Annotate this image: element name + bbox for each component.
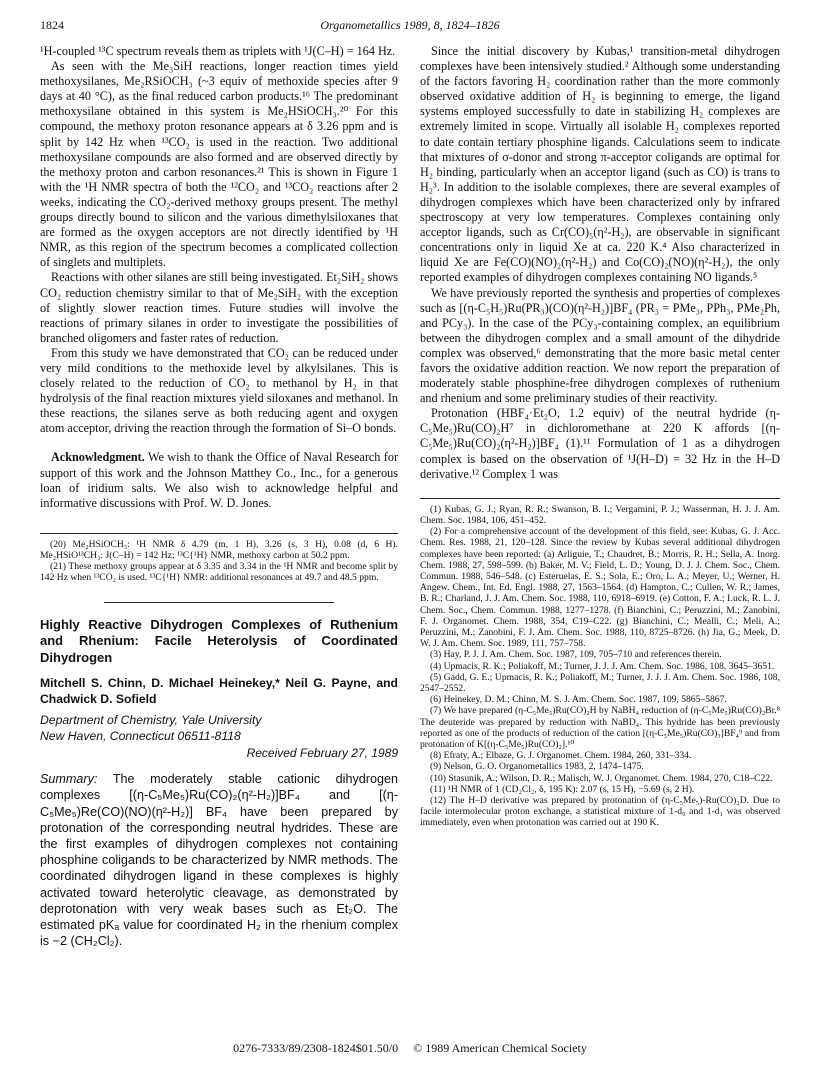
reference: (1) Kubas, G. J.; Ryan, R. R.; Swanson, B. I.; Vergamini, P. J.; Wasserman, H. J. J. Am. Chem. Soc. 1984, 106, 451–452. — [420, 503, 780, 526]
copyright: © 1989 American Chemical Society — [413, 1041, 587, 1055]
reference: (5) Gadd, G. E.; Upmacis, R. K.; Poliakoff, M.; Turner, J. J. J. Am. Chem. Soc. 1986, 108, 2547–2552. — [420, 671, 780, 694]
article-code: 0276-7333/89/2308-1824$01.50/0 — [233, 1041, 399, 1055]
left-column — [40, 44, 398, 949]
article-summary — [40, 771, 398, 949]
summary-label: Summary: — [40, 772, 98, 787]
right-column — [420, 44, 780, 829]
reference: (2) For a comprehensive account of the development of this field, see: Kubas, G. J. Acc. Chem. Res. 1988, 21, 120–128. Since the review by Kubas several additional dihydrogen complexes have been reported: (a) Arliguie, T.; Chaudret, B.; Morris, R. H.; Sella, A. Inorg. Chem. 1988, 27, 598–599. (b) Baker, M. V.; Field, L. D.; Young, D. J. J. Chem. Soc., Chem. Commun. 1988, 546–548. (c) Esteruelas, E. S.; Sola, E.; Oro, L. A.; Meyer, U.; Werner, H. Angew. Chem., Int. Ed. Engl. 1988, 27, 1563–1564. (d) Hampton, C.; Cullen, W. R.; James, B. R.; Charland, J. J. Am. Chem. Soc. 1988, 110, 6918–6919. (e) Cotton, F. A.; Luck, R. L. J. Chem. Soc., Chem. Commun. 1988, 1277–1278. (f) Bianchini, C.; Peruzzini, M.; Zanobini, F. J. Organomet. Chem. 1988, 354, C19–C22. (g) Bianchini, C.; Mealli, C.; Meli, A.; Peruzzini, M.; Zanobini, F. J. Am. Chem. Soc. 1988, 110, 8725–8726. (h) Jia, G.; Meek, D. W. J. Am. Chem. Soc. 1989, 111, 757–758. — [420, 526, 780, 650]
footnotes — [40, 539, 398, 584]
page-header — [40, 18, 780, 36]
journal-citation: Organometallics 1989, 8, 1824–1826 — [320, 18, 500, 32]
summary-text: The moderately stable cationic dihydrogen complexes [(η-C₅Me₅)Ru(CO)₂(η²-H₂)]BF₄ and [(η-C₅Me₅)Re(CO)(NO)(η²-H₂)] BF₄ have been prepared by protonation of the corresponding neutral hydrides. These are the first examples of dihydrogen complexes not containing phosphine coligands to be characterized by NMR methods. The coordinated dihydrogen ligand in these complexes is highly activated toward heterolytic cleavage, as demonstrated by deprotonation with very weak bases such as Et₂O. The estimated pKₐ value for coordinated H₂ in the rhenium complex is −2 (CH₂Cl₂). — [40, 772, 398, 949]
reference: (12) The H–D derivative was prepared by protonation of (η-C₅Me₅)-Ru(CO)₂D. Due to facile intermolecular proton exchange, a statistical mixture of 1-d₀ and 1-d₁ was observed immediately, even when protonation was carried out at 190 K. — [420, 795, 780, 829]
paragraph: Reactions with other silanes are still being investigated. Et₂SiH₂ shows CO₂ reduction chemistry similar to that of Me₂SiH₂ with the exception of slightly slower reaction times. Future studies will involve the reactions of primary silanes in order to investigate the possibilities of branched oligomers and faster rates of reduction. — [40, 270, 398, 345]
footnote: (20) Me₂HSiOCH₃: ¹H NMR δ 4.79 (m, 1 H), 3.26 (s, 3 H), 0.08 (d, 6 H). Me₂HSiO¹³CH₃: J(C–H) = 142 Hz; ¹³C{¹H} NMR, methoxy carbon at 50.2 ppm. — [40, 538, 398, 562]
paragraph: We have previously reported the synthesis and properties of complexes such as [(η-C₅H₅)Ru(PR₃)(CO)(η²-H₂)]BF₄ (PR₃ = PMe₃, PPh₃, PMe₂Ph, and PCy₃). In the case of the PCy₃-containing complex, an equilibrium between the dihydrogen complex and a small amount of the dihydride complex was observed,⁶ demonstrating that the more basic metal center favors the oxidative addition reaction. We now report the preparation of moderately stable phosphine-free dihydrogen complexes of ruthenium and rhenium and some preliminary studies of their reactivity. — [420, 285, 780, 406]
reference: (11) ¹H NMR of 1 (CD₂Cl₂, δ, 195 K): 2.07 (s, 15 H), −5.69 (s, 2 H). — [430, 783, 695, 795]
acknowledgment-text: We wish to thank the Office of Naval Research for support of this work and the Johnson Matthey Co., Inc., for a generous loan of iridium salts. We also wish to acknowledge helpful and informative discussions with Prof. W. D. Jones. — [40, 450, 399, 510]
reference: (6) Heinekey, D. M.; Chinn, M. S. J. Am. Chem. Soc. 1987, 109, 5865–5867. — [430, 694, 727, 706]
reference: (8) Efraty, A.; Elbaze, G. J. Organomet. Chem. 1984, 260, 331–334. — [430, 750, 692, 762]
affiliation-department: Department of Chemistry, Yale University — [40, 713, 262, 728]
paragraph: Since the initial discovery by Kubas,¹ transition-metal dihydrogen complexes have been intensively studied.² Although some understanding of the factors favoring H₂ coordination rather than the more commonly observed oxidative addition of H₂ is beginning to emerge, the ligand systems employed successfully to date in stabilizing H₂ complexes are extremely limited in scope. Virtually all isolable H₂ complexes reported to date contain tertiary phosphine ligands. Calculations seem to indicate that mixtures of σ-donor and strong π-acceptor coligands are optimal for H₂ binding, particularly when an acceptor ligand (such as CO) is trans to H₂³. In addition to the isolable complexes, there are several examples of dihydrogen complexes which have been characterized only by infrared spectroscopy at very low temperatures. Complexes containing only acceptor ligands, such as Cr(CO)₅(η²-H₂), are observable in significant concentrations only in liquid Xe at ca. 220 K.⁴ Also characterized in liquid Xe are Fe(CO)(NO)₂(η²-H₂) and Co(CO)₂(NO)(η²-H₂), the only reported examples of dihydrogen complexes containing NO ligands.⁵ — [420, 44, 780, 285]
article-divider — [104, 602, 334, 603]
reference: (9) Nelson, G. O. Organometallics 1983, 2, 1474–1475. — [430, 761, 644, 773]
article-title: Highly Reactive Dihydrogen Complexes of Ruthenium and Rhenium: Facile Heterolysis of Coordinated Dihydrogen — [40, 616, 398, 665]
article-affiliation — [40, 713, 398, 744]
footnote: (21) These methoxy groups appear at δ 3.35 and 3.34 in the ¹H NMR and become split by 142 Hz when ¹³CO₂ is used. ¹³C{¹H} NMR: additional resonances at 49.7 and 48.5 ppm. — [40, 561, 398, 584]
acknowledgment-label: Acknowledgment. — [51, 450, 145, 465]
article-block — [40, 617, 398, 950]
acknowledgment — [40, 450, 398, 510]
references-divider — [420, 498, 780, 499]
paragraph: ¹H-coupled ¹³C spectrum reveals them as triplets with ¹J(C–H) = 164 Hz. — [40, 44, 396, 58]
affiliation-city: New Haven, Connecticut 06511-8118 — [40, 728, 241, 743]
paragraph: As seen with the Me₃SiH reactions, longer reaction times yield methoxysilanes, Me₂RSiOCH₃ (~3 equiv of methoxide species after 9 days at 40 °C), as the final reduced carbon products.¹⁶ The predominant methoxysilane obtained in this system is Me₂HSiOCH₃.²⁰ For this compound, the methoxy proton resonance appears at δ 3.26 ppm and is split by 142 Hz when ¹³CO₂ is used in the reaction. Two additional methoxysilane compounds are also formed and are observed directly by the methoxy proton and carbon resonances.²¹ This is shown in Figure 1 with the ¹H NMR spectra of both the ¹²CO₂ and ¹³CO₂ reactions after 2 weeks, indicating the CO₂-derived methoxy groups present. The methyl groups directly bound to silicon and the various dimethylsiloxanes that are formed as the oxygen acceptors are not directly identified by ¹H NMR, as this region of the spectrum becomes a complicated collection of singlets and multiplets. — [40, 59, 398, 270]
reference: (4) Upmacis, R. K.; Poliakoff, M.; Turner, J. J. J. Am. Chem. Soc. 1986, 108, 3645–3651. — [430, 660, 775, 672]
article-authors: Mitchell S. Chinn, D. Michael Heinekey,* Neil G. Payne, and Chadwick D. Sofield — [40, 676, 398, 706]
paragraph: Protonation (HBF₄·Et₂O, 1.2 equiv) of the neutral hydride (η-C₅Me₅)Ru(CO)₂H⁷ in dichloromethane at 220 K affords [(η-C₅Me₅)Ru(CO)₂(η²-H₂)]BF₄ (1).¹¹ Formulation of 1 as a dihydrogen complex is based on the observation of ¹J(H–D) = 32 Hz in the H–D derivative.¹² Complex 1 was — [420, 406, 780, 481]
page-number: 1824 — [40, 18, 64, 32]
reference: (7) We have prepared (η-C₅Me₅)Ru(CO)₂H by NaBH₄ reduction of (η-C₅Me₅)Ru(CO)₂Br.⁸ The deuteride was prepared by reduction with NaBD₄. This hydride has been previously reported as one of the products of reduction of the cation [(η-C₅Me₅)Ru(CO)₃]BF₄⁹ and from protonation of K[(η-C₅Me₅)Ru(CO)₂].¹⁰ — [420, 705, 780, 750]
page-footer — [40, 1041, 780, 1056]
paragraph: From this study we have demonstrated that CO₂ can be reduced under very mild conditions to the methoxide level by alkylsilanes. This is closely related to the reduction of CO₂ to methanol by H₂ in that hydrolysis of the final reaction mixtures yield siloxanes and methanol. In these reactions, the silanes serve as both reducing agent and oxygen atom acceptor, driving the reaction through the formation of Si–O bonds. — [40, 345, 398, 436]
references — [420, 504, 780, 829]
reference: (10) Stasunik, A.; Wilson, D. R.; Malisch, W. J. Organomet. Chem. 1984, 270, C18–C22. — [430, 772, 773, 784]
reference: (3) Hay, P. J. J. Am. Chem. Soc. 1987, 109, 705–710 and references therein. — [430, 649, 722, 661]
footnote-divider — [40, 533, 398, 534]
received-date: Received February 27, 1989 — [246, 746, 398, 761]
